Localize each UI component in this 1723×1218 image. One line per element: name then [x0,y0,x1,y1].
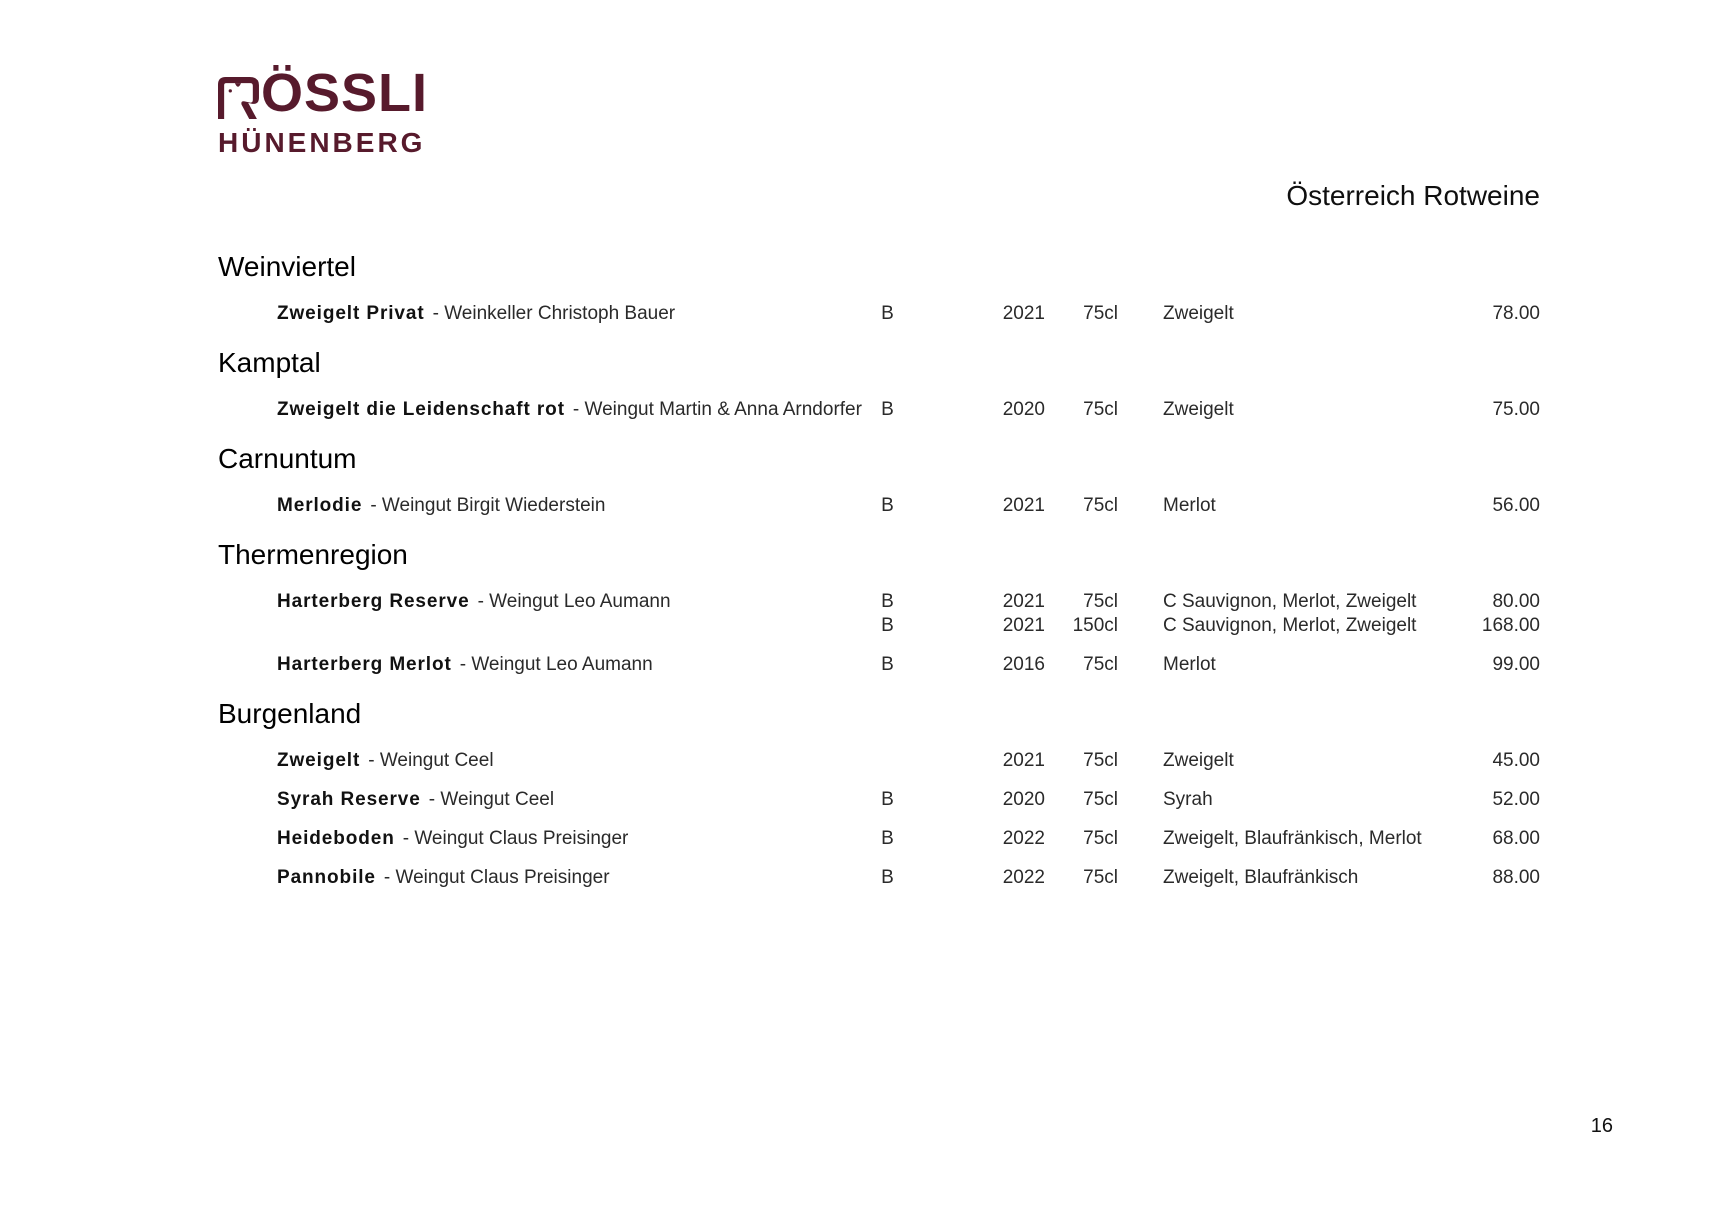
horse-head-r-icon [218,77,259,119]
wine-entries [870,653,1540,677]
entry-b-flag [870,749,905,773]
entry-vintage: 2021 [1002,591,1045,612]
wine-entry-line [870,653,1540,677]
wine-entry-line [870,788,1540,812]
brand-wordmark [218,63,428,123]
entry-bottle-size: 75cl [1083,399,1118,420]
page-title: Österreich Rotweine [1286,180,1540,211]
wine-name-cell [277,302,870,326]
wine-name-cell [277,749,870,773]
entry-bottle-size: 75cl [1083,789,1118,810]
wine-producer: - Weingut Claus Preisinger [383,867,610,888]
wine-name-cell [277,866,870,890]
section-wines [218,749,1540,890]
wine-name: Zweigelt Privat [277,303,425,324]
entry-bottle-size: 75cl [1083,591,1118,612]
entry-bottle-size: 75cl [1083,654,1118,675]
wine-row [277,590,1540,638]
entry-bottle-size: 75cl [1083,303,1118,324]
wine-entry-line [870,590,1540,614]
entry-grapes: Syrah [1163,789,1213,810]
wine-name: Heideboden [277,828,395,849]
entry-bottle-size: 150cl [1072,615,1118,636]
entry-vintage: 2021 [1002,750,1045,771]
wine-producer: - Weingut Leo Aumann [477,591,671,612]
wine-entry-line [870,494,1540,518]
wine-producer: - Weingut Martin & Anna Arndorfer [572,399,862,420]
entry-b-flag: B [881,789,894,810]
entry-price: 52.00 [1492,789,1540,810]
entry-b-flag: B [881,654,894,675]
wine-name: Syrah Reserve [277,789,421,810]
wine-name: Harterberg Reserve [277,591,470,612]
entry-bottle-size: 75cl [1083,828,1118,849]
entry-b-flag: B [881,399,894,420]
wine-producer: - Weingut Ceel [428,789,555,810]
wine-entry-line [870,749,1540,773]
wine-name-cell [277,788,870,812]
wine-producer: - Weingut Birgit Wiederstein [370,495,606,516]
section-title: Carnuntum [218,443,357,474]
section-wines [218,398,1540,422]
entry-bottle-size: 75cl [1083,750,1118,771]
page-number: 16 [1590,1115,1613,1137]
entry-price: 88.00 [1492,867,1540,888]
wine-entry-line [870,866,1540,890]
wine-list [218,250,1540,905]
wine-entries [870,749,1540,773]
section-wines [218,494,1540,518]
entry-vintage: 2016 [1002,654,1045,675]
wine-row [277,494,1540,518]
wine-name: Pannobile [277,867,376,888]
wine-row [277,866,1540,890]
wine-name: Harterberg Merlot [277,654,452,675]
restaurant-logo [218,63,428,158]
wine-entry-line [870,398,1540,422]
wine-region-section [218,442,1540,518]
wine-row [277,398,1540,422]
entry-vintage: 2022 [1002,828,1045,849]
entry-vintage: 2021 [1002,303,1045,324]
wine-entry-line [870,614,1540,638]
wine-row [277,749,1540,773]
entry-b-flag: B [881,867,894,888]
entry-grapes: Zweigelt, Blaufränkisch [1163,867,1359,888]
section-title: Burgenland [218,698,362,729]
wine-region-section [218,538,1540,677]
section-wines [218,590,1540,677]
wine-region-section [218,697,1540,890]
wine-row [277,788,1540,812]
wine-entry-line [870,827,1540,851]
entry-bottle-size: 75cl [1083,867,1118,888]
section-wines [218,302,1540,326]
entry-grapes: Zweigelt [1163,303,1234,324]
wine-entries [870,866,1540,890]
wine-name-cell [277,494,870,518]
section-title: Weinviertel [218,251,356,282]
wine-name-cell [277,590,870,638]
entry-b-flag: B [881,615,894,636]
wine-producer: - Weingut Claus Preisinger [402,828,629,849]
entry-price: 168.00 [1481,615,1540,636]
wine-entries [870,590,1540,638]
wine-name-cell [277,398,870,422]
wine-producer: - Weinkeller Christoph Bauer [432,303,676,324]
entry-grapes: Merlot [1163,654,1216,675]
wine-name: Zweigelt die Leidenschaft rot [277,399,565,420]
entry-vintage: 2020 [1002,789,1045,810]
section-title: Thermenregion [218,539,408,570]
brand-subtitle: HÜNENBERG [218,127,426,158]
entry-price: 80.00 [1492,591,1540,612]
entry-grapes: Zweigelt, Blaufränkisch, Merlot [1163,828,1422,849]
entry-price: 78.00 [1492,303,1540,324]
entry-price: 45.00 [1492,750,1540,771]
entry-price: 56.00 [1492,495,1540,516]
wine-region-section [218,346,1540,422]
entry-b-flag: B [881,591,894,612]
wine-name-cell [277,827,870,851]
wine-entries [870,302,1540,326]
entry-b-flag: B [881,303,894,324]
wine-producer: - Weingut Leo Aumann [459,654,653,675]
entry-grapes: Merlot [1163,495,1216,516]
entry-b-flag: B [881,828,894,849]
entry-b-flag: B [881,495,894,516]
brand-wordmark-tail: ÖSSLI [260,63,428,123]
entry-price: 99.00 [1492,654,1540,675]
entry-vintage: 2021 [1002,495,1045,516]
wine-name: Merlodie [277,495,363,516]
wine-entries [870,827,1540,851]
wine-row [277,653,1540,677]
entry-grapes: C Sauvignon, Merlot, Zweigelt [1163,615,1417,636]
entry-grapes: C Sauvignon, Merlot, Zweigelt [1163,591,1417,612]
wine-row [277,827,1540,851]
entry-grapes: Zweigelt [1163,750,1234,771]
wine-name: Zweigelt [277,750,361,771]
wine-producer: - Weingut Ceel [368,750,494,771]
entry-bottle-size: 75cl [1083,495,1118,516]
entry-vintage: 2020 [1002,399,1045,420]
wine-entries [870,494,1540,518]
entry-vintage: 2022 [1002,867,1045,888]
wine-row [277,302,1540,326]
wine-region-section [218,250,1540,326]
section-title: Kamptal [218,347,321,378]
wine-entry-line [870,302,1540,326]
entry-price: 75.00 [1492,399,1540,420]
wine-entries [870,398,1540,422]
entry-grapes: Zweigelt [1163,399,1234,420]
entry-vintage: 2021 [1002,615,1045,636]
entry-price: 68.00 [1492,828,1540,849]
wine-entries [870,788,1540,812]
wine-name-cell [277,653,870,677]
